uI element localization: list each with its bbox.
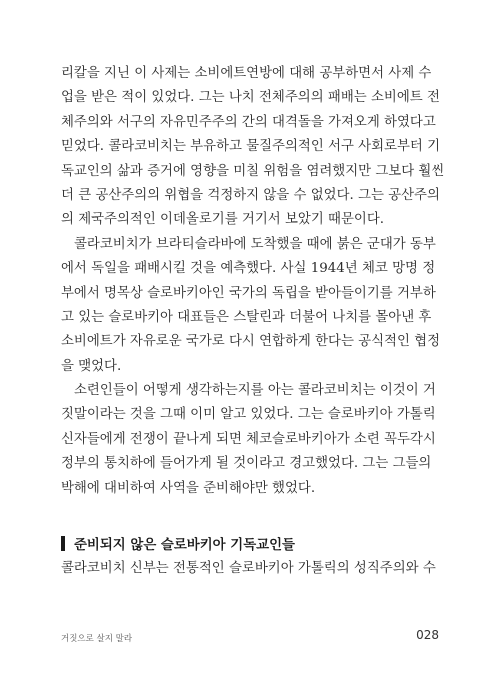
page-number: 028 [416,628,439,642]
body-line: 의 제국주의적인 이데올로기를 거기서 보았기 때문이다. [61,212,385,228]
section-marker-bar [61,536,65,551]
body-text [61,62,447,501]
body-line: 업을 받은 적이 있었다. 그는 나치 전체주의의 패배는 소비에트 전 [61,90,440,106]
body-line: 더 큰 공산주의의 위협을 걱정하지 않을 수 없었다. 그는 공산주의 [61,187,440,203]
footer-book-title: 거짓으로 살지 말라 [61,634,133,644]
body-line: 을 맺었다. [61,358,122,374]
body-line: 정부의 통치하에 들어가게 될 것이라고 경고했었다. 그는 그들의 [61,456,432,472]
body-line: 소련인들이 어떻게 생각하는지를 아는 콜라코비치는 이것이 거 [74,383,436,399]
body-line: 소비에트가 자유로운 국가로 다시 연합하게 한다는 공식적인 협정 [61,334,441,350]
section-title: 준비되지 않은 슬로바키아 기독교인들 [74,538,295,553]
body-line: 박해에 대비하여 사역을 준비해야만 했었다. [61,480,316,496]
body-line: 리칼을 지닌 이 사제는 소비에트연방에 대해 공부하면서 사제 수 [61,66,432,81]
body-line: 에서 독일을 패배시킬 것을 예측했다. 사실 1944년 체코 망명 정 [61,261,436,277]
section-body [61,557,451,581]
body-line: 체주의와 서구의 자유민주주의 간의 대격돌을 가져오게 하였다고 [61,114,436,130]
body-line: 콜라코비치가 브라티슬라바에 도착했을 때에 붉은 군대가 동부 [74,236,436,252]
body-line: 짓말이라는 것을 그때 이미 알고 있었다. 그는 슬로바키아 가톨릭 [61,407,436,423]
body-line: 독교인의 삶과 증거에 영향을 미칠 위험을 염려했지만 그보다 훨씬 [61,163,445,179]
body-line: 고 있는 슬로바키아 대표들은 스탈린과 더불어 나치를 몰아낸 후 [61,309,432,325]
body-line: 신자들에게 전쟁이 끝나게 되면 체코슬로바키아가 소련 꼭두각시 [61,431,436,447]
body-line: 부에서 명목상 슬로바키아인 국가의 독립을 받아들이기를 거부하 [61,285,436,301]
section-heading [61,534,451,553]
body-line: 믿었다. 콜라코비치는 부유하고 물질주의적인 서구 사회로부터 기 [61,139,441,155]
body-line: 콜라코비치 신부는 전통적인 슬로바키아 가톨릭의 성직주의와 수 [61,561,436,576]
